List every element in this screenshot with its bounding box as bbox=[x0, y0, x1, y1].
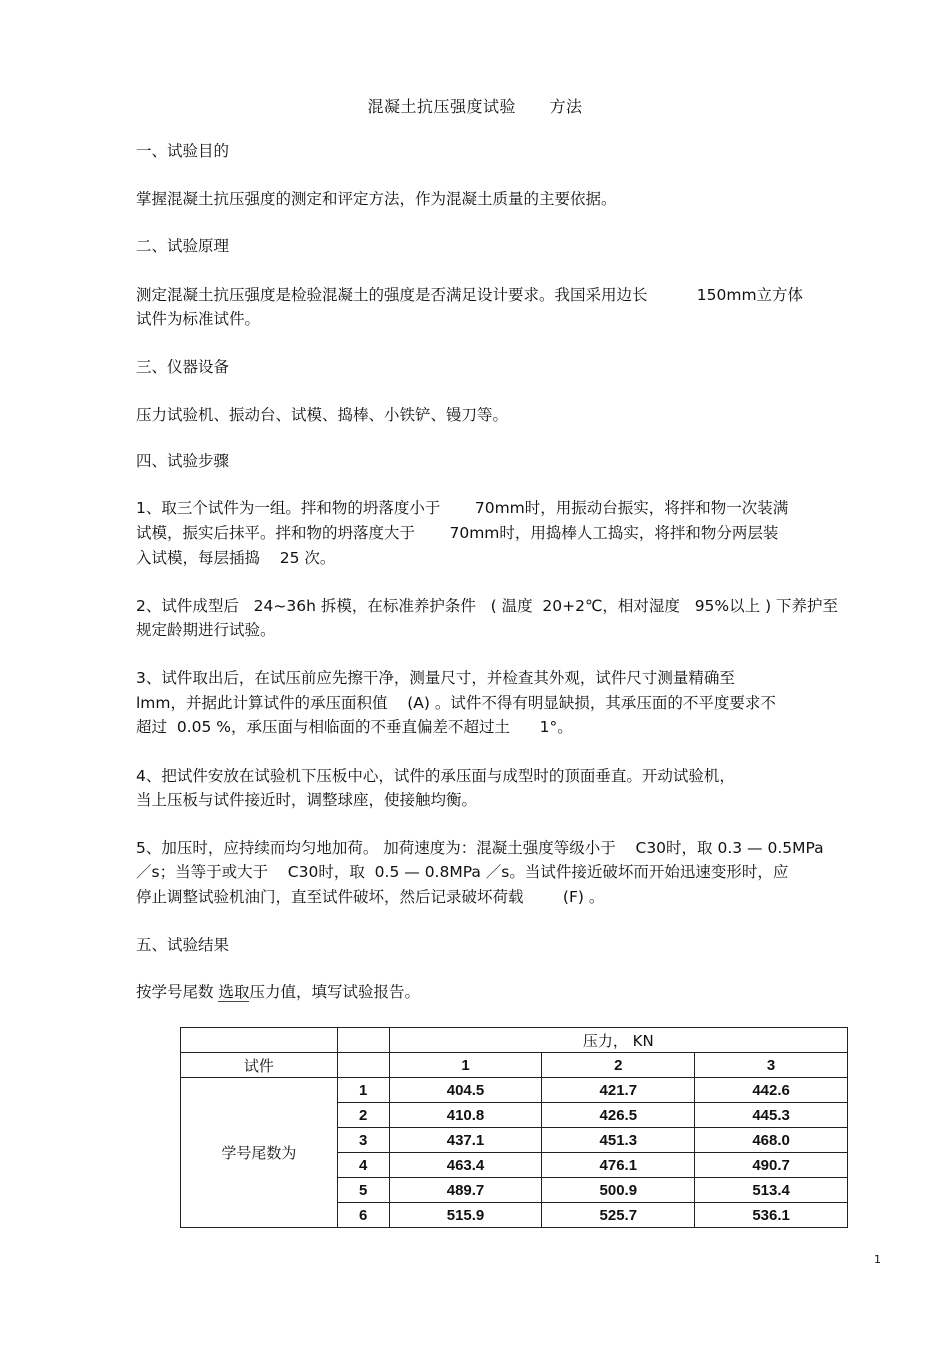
pressure-header bbox=[389, 1028, 847, 1053]
step-3-line-2: lmm，并据此计算试件的承压面积值 (A) 。试件不得有明显缺损，其承压面的不平度要求不 bbox=[136, 694, 776, 712]
row-group-label: 学号尾数为 bbox=[181, 1078, 338, 1228]
step-4-line-1: 4、把试件安放在试验机下压板中心，试件的承压面与成型时的顶面垂直。开动试验机， bbox=[136, 767, 735, 785]
table-cell: 463.4 bbox=[389, 1153, 542, 1178]
step-2-line-1: 2、试件成型后 24~36h 拆模，在标准养护条件 ( 温度 20+2℃，相对湿度 95%以上 ) 下养护至 bbox=[136, 597, 839, 615]
row-id: 4 bbox=[337, 1153, 389, 1178]
step-4-line-2: 当上压板与试件接近时，调整球座，使接触均衡。 bbox=[136, 791, 478, 809]
step-1-line-3: 入试模，每层插捣 25 次。 bbox=[136, 549, 336, 567]
table-cell: 500.9 bbox=[542, 1178, 695, 1203]
section-2-heading: 二、试验原理 bbox=[136, 237, 230, 255]
step-5-line-2: ／s；当等于或大于 C30时，取 0.5 — 0.8MPa ／s。当试件接近破坏而开始迅速变形时，应 bbox=[136, 863, 789, 881]
section-5-text-underlined: 选取 bbox=[218, 983, 250, 1001]
section-5-text-part-c: 压力值，填写试验报告。 bbox=[249, 983, 420, 1001]
step-3-line-1: 3、试件取出后，在试压前应先擦干净，测量尺寸，并检查其外观，试件尺寸测量精确至 bbox=[136, 669, 735, 687]
section-5-heading: 五、试验结果 bbox=[136, 936, 230, 954]
table-cell: 468.0 bbox=[695, 1128, 848, 1153]
row-id: 5 bbox=[337, 1178, 389, 1203]
table-cell: 476.1 bbox=[542, 1153, 695, 1178]
step-3-line-3: 超过 0.05 %，承压面与相临面的不垂直偏差不超过土 1°。 bbox=[136, 718, 573, 736]
header-empty-cell bbox=[337, 1028, 389, 1053]
table-cell: 404.5 bbox=[389, 1078, 542, 1103]
table-cell: 437.1 bbox=[389, 1128, 542, 1153]
row-id: 6 bbox=[337, 1203, 389, 1228]
section-1-heading: 一、试验目的 bbox=[136, 142, 230, 160]
pressure-header-label: 压力， KN bbox=[582, 1031, 654, 1050]
row-id: 1 bbox=[337, 1078, 389, 1103]
table-cell: 451.3 bbox=[542, 1128, 695, 1153]
column-header: 2 bbox=[542, 1053, 695, 1078]
specimen-header: 试件 bbox=[181, 1053, 338, 1078]
header-empty-cell bbox=[181, 1028, 338, 1053]
row-id: 3 bbox=[337, 1128, 389, 1153]
row-id: 2 bbox=[337, 1103, 389, 1128]
table-header-row-1 bbox=[181, 1028, 848, 1053]
document-title: 混凝土抗压强度试验 方法 bbox=[367, 97, 583, 116]
table-cell: 490.7 bbox=[695, 1153, 848, 1178]
section-5-text-part-a: 按学号尾数 bbox=[136, 983, 219, 1001]
table-cell: 421.7 bbox=[542, 1078, 695, 1103]
section-3-heading: 三、仪器设备 bbox=[136, 358, 230, 376]
section-3-text: 压力试验机、振动台、试模、捣棒、小铁铲、镘刀等。 bbox=[136, 406, 509, 424]
section-4-heading: 四、试验步骤 bbox=[136, 452, 230, 470]
table-cell: 489.7 bbox=[389, 1178, 542, 1203]
table-cell: 513.4 bbox=[695, 1178, 848, 1203]
table-cell: 410.8 bbox=[389, 1103, 542, 1128]
table-cell: 426.5 bbox=[542, 1103, 695, 1128]
header-empty-cell bbox=[337, 1053, 389, 1078]
table-row bbox=[181, 1078, 848, 1103]
column-header: 1 bbox=[389, 1053, 542, 1078]
step-5-line-1: 5、加压时，应持续而均匀地加荷。 加荷速度为：混凝土强度等级小于 C30时，取 0.3 — 0.5MPa bbox=[136, 839, 824, 857]
step-1-line-2: 试模，振实后抹平。拌和物的坍落度大于 70mm时，用捣棒人工捣实，将拌和物分两层装 bbox=[136, 524, 779, 542]
column-header: 3 bbox=[695, 1053, 848, 1078]
section-1-text: 掌握混凝土抗压强度的测定和评定方法，作为混凝土质量的主要依据。 bbox=[136, 190, 617, 208]
table-header-row-2 bbox=[181, 1053, 848, 1078]
pressure-table bbox=[180, 1027, 848, 1228]
step-5-line-3: 停止调整试验机油门，直至试件破坏，然后记录破坏荷载 (F) 。 bbox=[136, 888, 605, 906]
section-2-text-line-2: 试件为标准试件。 bbox=[136, 310, 261, 328]
section-2-text-line-1: 测定混凝土抗压强度是检验混凝土的强度是否满足设计要求。我国采用边长 150mm立方体 bbox=[136, 286, 804, 304]
page-number: 1 bbox=[874, 1253, 881, 1266]
table-cell: 515.9 bbox=[389, 1203, 542, 1228]
section-5-text bbox=[136, 980, 420, 1004]
table-cell: 442.6 bbox=[695, 1078, 848, 1103]
step-1-line-1: 1、取三个试件为一组。拌和物的坍落度小于 70mm时，用振动台振实，将拌和物一次装满 bbox=[136, 499, 789, 517]
table-cell: 525.7 bbox=[542, 1203, 695, 1228]
table-cell: 536.1 bbox=[695, 1203, 848, 1228]
table-cell: 445.3 bbox=[695, 1103, 848, 1128]
step-2-line-2: 规定龄期进行试验。 bbox=[136, 621, 276, 639]
